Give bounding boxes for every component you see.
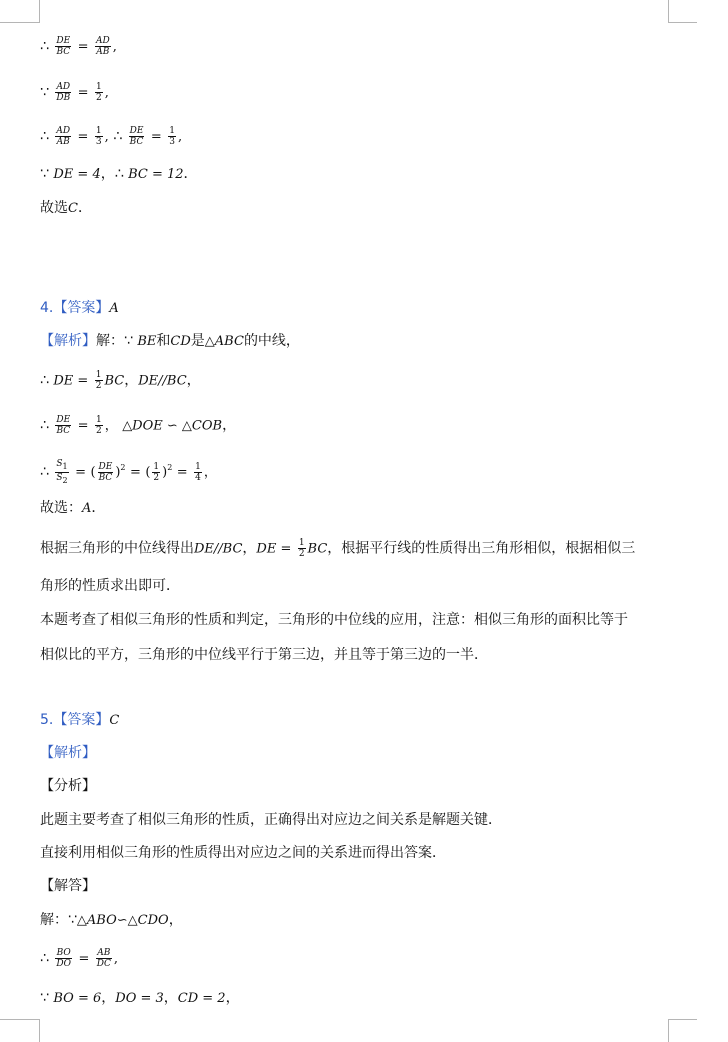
q4-answer-line bbox=[40, 298, 119, 319]
q5-line-2: 直接利用相似三角形的性质得出对应边之间的关系进而得出答案． bbox=[40, 845, 446, 861]
fraction: $\frac{AD}{AB}$ bbox=[95, 36, 110, 57]
answer-value: C bbox=[109, 713, 120, 728]
answer-tag: 【答案】 bbox=[53, 712, 110, 728]
q5-fenxi-tag: 【分析】 bbox=[40, 778, 96, 794]
fraction: $\frac{1}{4}$ bbox=[195, 461, 201, 483]
q4-line-2: ∴ DE = $\frac{1}{2}$ BC，DE//BC， bbox=[40, 370, 201, 391]
fraction: $\frac{DE}{BC}$ bbox=[98, 461, 113, 483]
crop-mark-bottom-left bbox=[0, 1019, 40, 1042]
q5-analysis-tag bbox=[40, 743, 96, 763]
p1-line-3: ∴ $\frac{AD}{AB}$ = $\frac{1}{3}$ , ∴ $\frac{DE}{BC}$ = $\frac{1}{3}$ , bbox=[40, 126, 183, 147]
q5-line-3: 解：∵△ABO∽△CDO， bbox=[40, 912, 183, 928]
answer-value: A bbox=[109, 301, 119, 316]
crop-mark-top-left bbox=[0, 0, 40, 23]
q4-line-7: 角形的性质求出即可． bbox=[40, 578, 180, 594]
fraction: $\frac{1}{2}$ bbox=[95, 370, 102, 391]
p1-line-2: ∵ $\frac{AD}{DB}$ = $\frac{1}{2}$ , bbox=[40, 82, 109, 103]
q4-analysis-line: 【解析】解：∵ BE和CD是△ABC的中线， bbox=[40, 333, 300, 349]
fraction: $\frac{1}{2}$ bbox=[96, 82, 102, 103]
fraction: $\frac{1}{3}$ bbox=[95, 126, 102, 147]
fraction: $\frac{1}{2}$ bbox=[153, 461, 160, 483]
fraction: $\frac{1}{2}$ bbox=[298, 538, 305, 559]
fraction: $\frac{1}{3}$ bbox=[169, 126, 175, 147]
crop-mark-bottom-right bbox=[668, 1019, 697, 1042]
fraction: $\frac{DE}{BC}$ bbox=[129, 126, 144, 147]
analysis-tag: 【解析】 bbox=[40, 745, 96, 761]
q4-line-5: 故选：A． bbox=[40, 500, 106, 516]
fraction: $\frac{BO}{DO}$ bbox=[56, 948, 71, 969]
q4-line-9: 相似比的平方，三角形的中位线平行于第三边，并且等于第三边的一半． bbox=[40, 647, 488, 663]
q5-line-5: ∵ BO = 6，DO = 3，CD = 2， bbox=[40, 990, 240, 1006]
fraction: $\frac{1}{2}$ bbox=[95, 415, 102, 436]
fraction: $\frac{AD}{DB}$ bbox=[56, 82, 71, 103]
q4-line-4: ∴ $\frac{S1}{S2}$ = ( $\frac{DE}{BC}$ )$^2$ = ( $\frac{1}{2}$ )$^2$ = $\frac{1}{4}$ ， bbox=[40, 458, 217, 485]
fraction: $\frac{S1}{S2}$ bbox=[56, 458, 68, 485]
analysis-tag: 【解析】 bbox=[40, 333, 96, 349]
q4-line-8: 本题考查了相似三角形的性质和判定，三角形的中位线的应用，注意：相似三角形的面积比等于 bbox=[40, 612, 628, 628]
crop-mark-top-right bbox=[668, 0, 697, 23]
fraction: $\frac{AD}{AB}$ bbox=[56, 126, 71, 147]
p1-line-4: ∵ DE = 4，∴ BC = 12． bbox=[40, 166, 198, 182]
q4-line-3: ∴ $\frac{DE}{BC}$ = $\frac{1}{2}$ ， △DOE ∽ △COB， bbox=[40, 415, 237, 436]
q5-answer-line bbox=[40, 710, 119, 731]
question-number: 4. bbox=[40, 300, 54, 316]
p1-line-1: ∴ $\frac{DE}{BC}$ = $\frac{AD}{AB}$ , bbox=[40, 36, 117, 57]
q5-jieda-tag: 【解答】 bbox=[40, 878, 96, 894]
question-number: 5. bbox=[40, 712, 54, 728]
fraction: $\frac{DE}{BC}$ bbox=[56, 415, 71, 436]
answer-tag: 【答案】 bbox=[53, 300, 110, 316]
fraction: $\frac{AB}{DC}$ bbox=[96, 948, 111, 969]
p1-line-5: 故选C． bbox=[40, 200, 92, 216]
fraction: $\frac{DE}{BC}$ bbox=[56, 36, 71, 57]
q4-line-6: 根据三角形的中位线得出DE//BC，DE = $\frac{1}{2}$ BC，根据平行线的性质得出三角形相似，根据相似三 bbox=[40, 538, 636, 559]
q5-line-4: ∴ $\frac{BO}{DO}$ = $\frac{AB}{DC}$ , bbox=[40, 948, 119, 969]
q5-line-1: 此题主要考查了相似三角形的性质，正确得出对应边之间关系是解题关键． bbox=[40, 812, 502, 828]
